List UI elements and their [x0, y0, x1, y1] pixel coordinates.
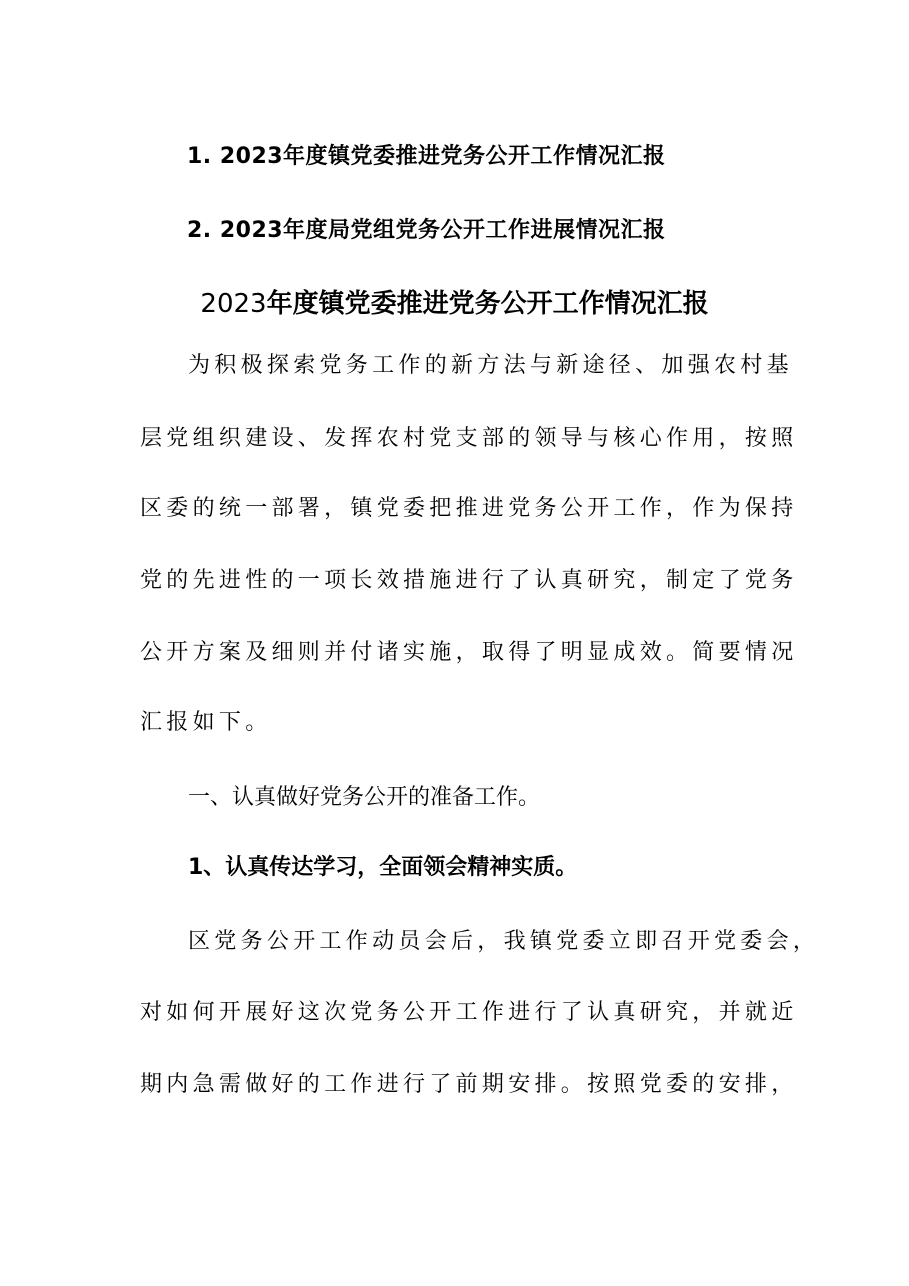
- subsection-1-heading: 1、认真传达学习，全面领会精神实质。: [188, 855, 578, 880]
- toc-item-2: 2. 2023年度局党组党务公开工作进展情况汇报: [187, 218, 666, 243]
- paragraph-1-line-5: 公开方案及细则并付诸实施，取得了明显成效。简要情况: [140, 640, 798, 665]
- paragraph-1-line-6: 汇报如下。: [140, 710, 272, 735]
- paragraph-1-line-4: 党的先进性的一项长效措施进行了认真研究，制定了党务: [140, 568, 798, 593]
- paragraph-2-line-1: 区党务公开工作动员会后，我镇党委立即召开党委会，: [188, 929, 820, 954]
- toc-item-1: 1. 2023年度镇党委推进党务公开工作情况汇报: [187, 144, 666, 169]
- section-1-heading: 一、认真做好党务公开的准备工作。: [188, 785, 541, 810]
- document-title: [0, 287, 909, 321]
- paragraph-2-line-3: 期内急需做好的工作进行了前期安排。按照党委的安排，: [140, 1072, 798, 1097]
- paragraph-2-line-2: 对如何开展好这次党务公开工作进行了认真研究，并就近: [140, 1000, 798, 1025]
- paragraph-1-line-3: 区委的统一部署，镇党委把推进党务公开工作，作为保持: [140, 496, 798, 521]
- document-title-year: 2023: [200, 289, 267, 319]
- document-title-text: 年度镇党委推进党务公开工作情况汇报: [266, 289, 709, 319]
- paragraph-1-line-2: 层党组织建设、发挥农村党支部的领导与核心作用，按照: [140, 426, 798, 451]
- paragraph-1-line-1: 为积极探索党务工作的新方法与新途径、加强农村基: [188, 353, 793, 378]
